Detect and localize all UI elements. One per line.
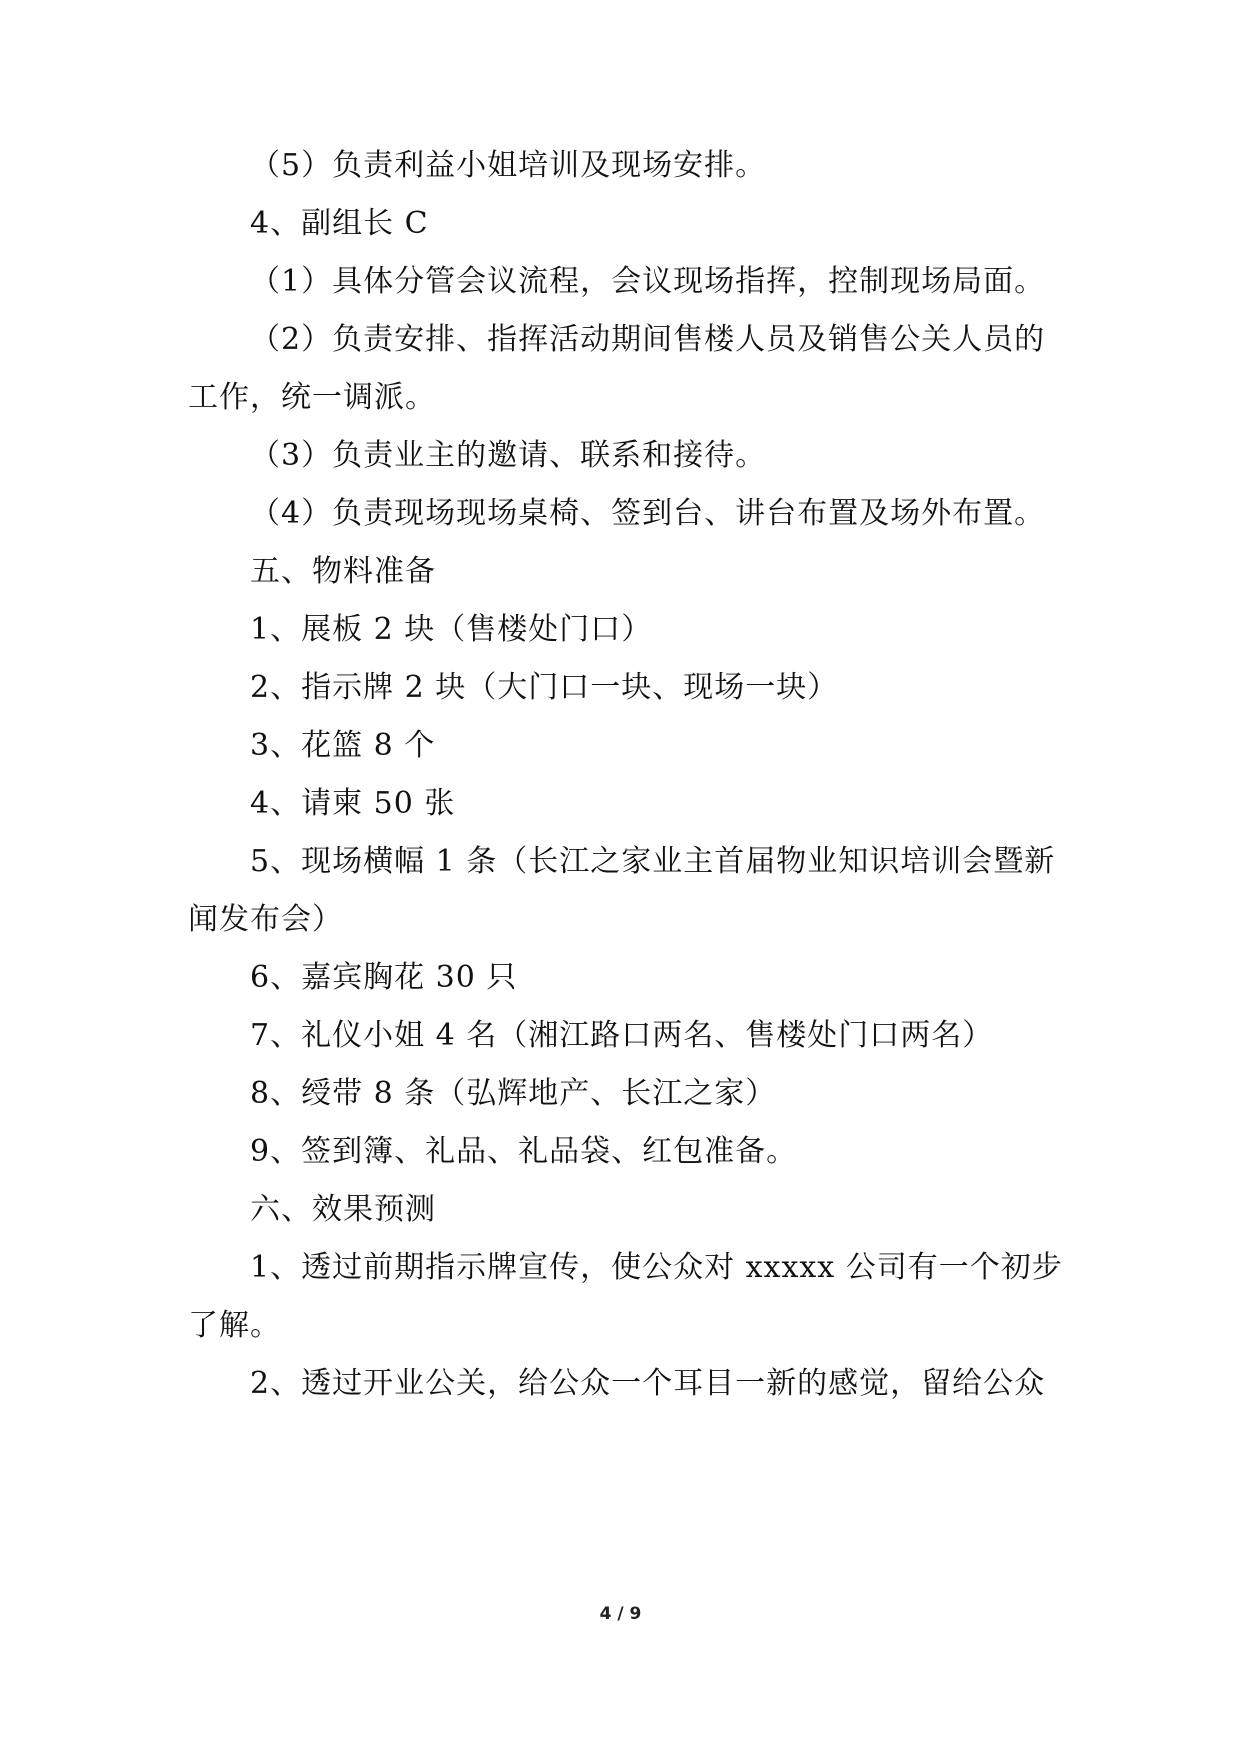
section-heading: 五、物料准备 xyxy=(250,554,436,589)
paragraph-line: （3）负责业主的邀请、联系和接待。 xyxy=(250,438,767,473)
paragraph-line: （4）负责现场现场桌椅、签到台、讲台布置及场外布置。 xyxy=(250,496,1046,531)
paragraph-line: 7、礼仪小姐 4 名（湘江路口两名、售楼处门口两名） xyxy=(250,1018,994,1053)
paragraph-line: 4、请柬 50 张 xyxy=(250,786,456,821)
paragraph-line: （2）负责安排、指挥活动期间售楼人员及销售公关人员的 xyxy=(250,322,1046,357)
paragraph-line: 9、签到簿、礼品、礼品袋、红包准备。 xyxy=(250,1134,798,1169)
paragraph-line: 4、副组长 C xyxy=(250,206,429,241)
paragraph-line: 3、花篮 8 个 xyxy=(250,728,436,763)
paragraph-line: 了解。 xyxy=(188,1308,281,1343)
paragraph-line: （1）具体分管会议流程，会议现场指挥，控制现场局面。 xyxy=(250,264,1046,299)
paragraph-line: 1、透过前期指示牌宣传，使公众对 xxxxx 公司有一个初步 xyxy=(250,1250,1063,1285)
paragraph-line: 1、展板 2 块（售楼处门口） xyxy=(250,612,653,647)
paragraph-line: 8、绶带 8 条（弘辉地产、长江之家） xyxy=(250,1076,777,1111)
page-number: 4 / 9 xyxy=(599,1604,642,1624)
paragraph-line: 工作，统一调派。 xyxy=(188,380,436,415)
paragraph-line: （5）负责利益小姐培训及现场安排。 xyxy=(250,148,767,183)
section-heading: 六、效果预测 xyxy=(250,1192,436,1227)
paragraph-line: 6、嘉宾胸花 30 只 xyxy=(250,960,518,995)
paragraph-line: 闻发布会） xyxy=(188,902,343,937)
paragraph-line: 5、现场横幅 1 条（长江之家业主首届物业知识培训会暨新 xyxy=(250,844,1056,879)
paragraph-line: 2、指示牌 2 块（大门口一块、现场一块） xyxy=(250,670,839,705)
paragraph-line: 2、透过开业公关，给公众一个耳目一新的感觉，留给公众 xyxy=(250,1366,1046,1401)
